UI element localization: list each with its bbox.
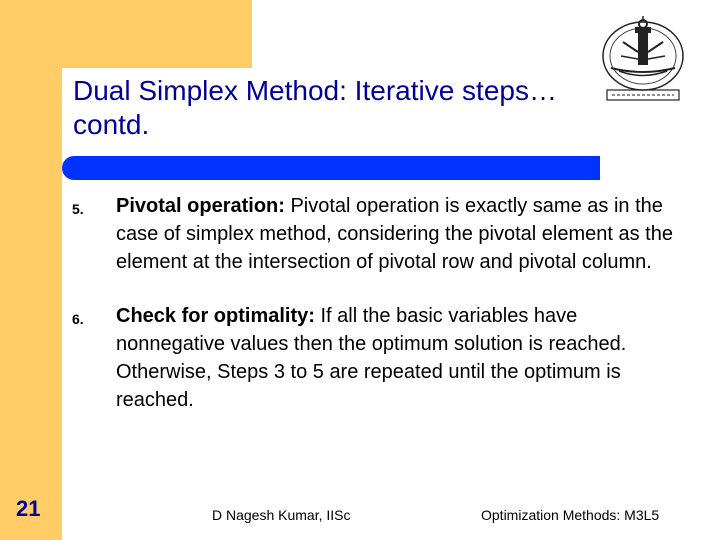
footer-course: Optimization Methods: M3L5 [481,507,660,523]
item-lead: Check for optimality: [116,305,315,327]
left-accent-bar [0,0,62,540]
institute-logo [581,16,705,104]
title-underline-bar [62,156,600,180]
institute-emblem-icon [581,16,705,104]
item-number: 6. [72,311,84,327]
item-lead: Pivotal operation: [116,195,285,217]
list-item [72,192,682,276]
slide-title: Dual Simplex Method: Iterative steps…contd. [73,75,557,140]
item-body: Pivotal operation is exactly same as in the case of simplex method, considering the pivotal element as the element at the intersection of pivotal row and pivotal column. [116,195,673,273]
item-body: If all the basic variables have nonnegative values then the optimum solution is reached. Otherwise, Steps 3 to 5 are repeated until the optimum is reached. [116,305,627,411]
slide-content [72,192,682,414]
item-number: 5. [72,201,84,217]
page-number: 21 [16,496,41,521]
top-accent-bar [0,0,252,68]
list-item [72,302,682,414]
footer-author: D Nagesh Kumar, IISc [212,507,351,523]
